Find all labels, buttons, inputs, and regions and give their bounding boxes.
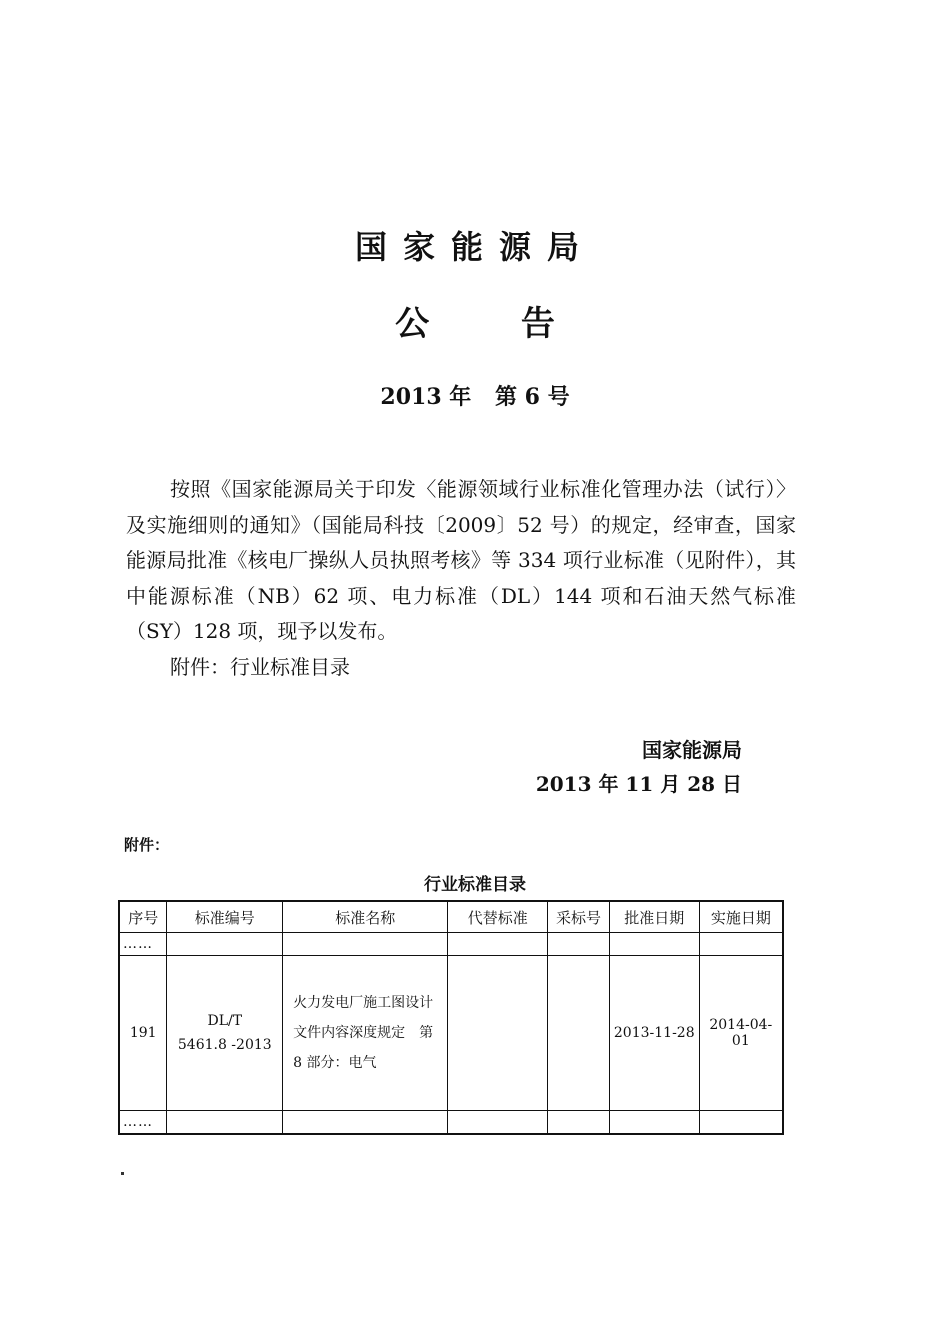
row-seq: 191 — [119, 956, 167, 1111]
standards-table — [118, 900, 784, 1135]
header-effective-date: 实施日期 — [699, 901, 783, 933]
header-adopted: 采标号 — [548, 901, 610, 933]
header-code: 标准编号 — [167, 901, 283, 933]
body-paragraph: 按照《国家能源局关于印发〈能源领域行业标准化管理办法（试行）〉及实施细则的通知》（国能局科技〔2009〕52 号）的规定，经审查，国家能源局批准《核电厂操纵人员执照考核》等 334 项行业标准（见附件），其中能源标准（NB）62 项、电力标准（DL）144 项和石油天然气标准（SY）128 项，现予以发布。 — [126, 477, 796, 643]
row-adopted — [548, 956, 610, 1111]
table-row — [119, 956, 783, 1111]
signature-date: 2013 年 11 月 28 日 — [535, 772, 742, 796]
ellipsis-cell: …… — [119, 933, 167, 956]
table-header-row — [119, 901, 783, 933]
header-approval-date: 批准日期 — [609, 901, 699, 933]
table-row-ellipsis-bottom — [119, 1111, 783, 1135]
table-title: 行业标准目录 — [424, 875, 526, 895]
table-row-ellipsis-top — [119, 933, 783, 956]
row-name: 火力发电厂施工图设计文件内容深度规定 第 8 部分：电气 — [283, 956, 448, 1111]
announcement-number — [0, 380, 950, 411]
row-approval-date: 2013-11-28 — [609, 956, 699, 1111]
announcement-year: 2013 年 — [380, 384, 472, 410]
signature-org: 国家能源局 — [642, 738, 742, 762]
row-replaces — [448, 956, 548, 1111]
document-type-title: 公 告 — [395, 304, 595, 344]
ellipsis-cell: …… — [119, 1111, 167, 1135]
header-seq: 序号 — [119, 901, 167, 933]
attachment-reference: 附件：行业标准目录 — [170, 654, 350, 679]
announcement-issue: 第 6 号 — [494, 384, 570, 410]
row-code-line1: DL/T — [207, 1013, 243, 1029]
page-dot-mark — [121, 1172, 124, 1175]
agency-title: 国家能源局 — [354, 228, 595, 266]
header-name: 标准名称 — [283, 901, 448, 933]
attachment-label: 附件： — [124, 836, 170, 854]
row-code-line2: 5461.8 -2013 — [177, 1037, 272, 1053]
header-replaces: 代替标准 — [448, 901, 548, 933]
row-code — [167, 956, 283, 1111]
row-effective-date: 2014-04-01 — [699, 956, 783, 1111]
announcement-body — [126, 472, 796, 685]
